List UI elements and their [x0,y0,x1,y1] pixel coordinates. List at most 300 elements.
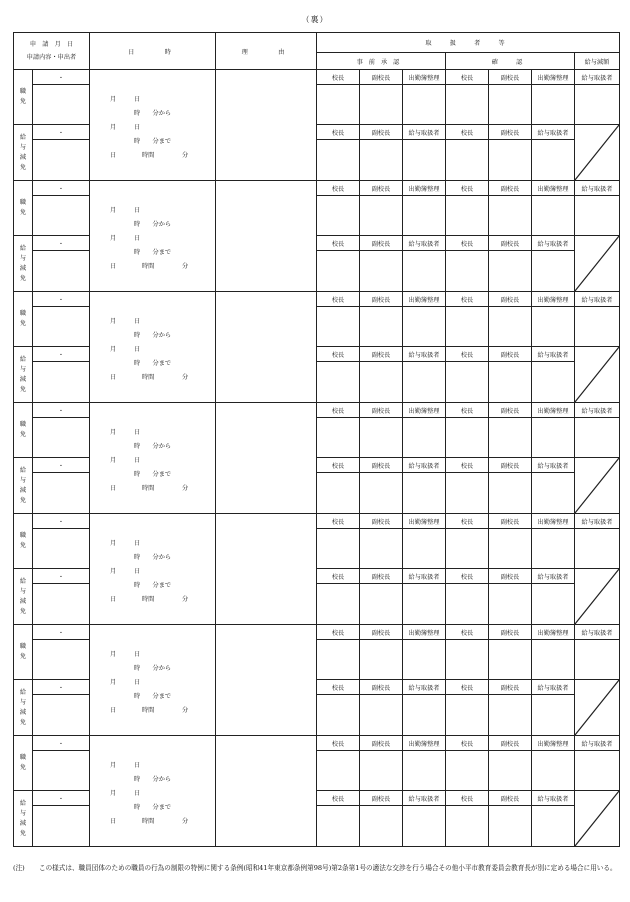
reason-cell[interactable] [216,625,317,736]
footnote-text: この様式は、職員団体のための職員の行為の制限の特例に関する条例(昭和41年東京都条例第98号)第2条第1号の適法な交渉を行う場合その他小平市教育委員会教育長が別に定める場合に用いる。 [39,864,617,872]
applicant-cell[interactable] [33,251,90,292]
dt-day-short: 日 [110,707,117,714]
stamp-label: 校長 [446,569,489,584]
stamp-label: 給与取扱者 [575,403,620,418]
stamp-label: 給与取扱者 [532,347,575,362]
stamp-box[interactable] [489,140,532,181]
apply-date-dot: ・ [33,458,90,473]
category-kyuyo-genmen: 給 与 減 免 [14,458,33,514]
stamp-label: 校長 [317,403,360,418]
stamp-box[interactable] [532,806,575,847]
applicant-cell[interactable] [33,307,90,347]
dt-day-short: 日 [110,263,117,270]
stamp-box[interactable] [317,362,360,403]
stamp-label: 給与取扱者 [403,458,446,473]
applicant-cell[interactable] [33,695,90,736]
apply-date-dot: ・ [33,292,90,307]
apply-date-dot: ・ [33,125,90,140]
stamp-label: 校長 [446,514,489,529]
stamp-box[interactable] [360,251,403,292]
stamp-box[interactable] [532,529,575,569]
dt-from: 時 分から [134,554,172,561]
dt-from: 時 分から [134,221,172,228]
dt-day: 日 [134,96,141,103]
stamp-box[interactable] [317,473,360,514]
dt-hours: 時間 [142,596,155,603]
stamp-label: 給与取扱者 [403,236,446,251]
dt-day-2: 日 [134,457,141,464]
stamp-label: 出勤簿整理 [403,181,446,196]
stamp-box[interactable] [446,473,489,514]
stamp-label: 校長 [317,458,360,473]
stamp-label: 副校長 [489,625,532,640]
stamp-box[interactable] [446,640,489,680]
dt-month-2: 月 [110,124,117,131]
stamp-box[interactable] [532,418,575,458]
stamp-label: 給与取扱者 [575,514,620,529]
applicant-cell[interactable] [33,362,90,403]
stamp-label: 副校長 [360,236,403,251]
datetime-cell[interactable] [90,736,216,847]
stamp-box[interactable] [360,473,403,514]
stamp-box[interactable] [403,418,446,458]
dt-until: 時 分まで [134,249,172,256]
stamp-box[interactable] [360,751,403,791]
stamp-label: 出勤簿整理 [532,514,575,529]
stamp-label: 出勤簿整理 [532,625,575,640]
dt-day: 日 [134,540,141,547]
stamp-label: 副校長 [489,569,532,584]
stamp-box[interactable] [403,751,446,791]
dt-day-2: 日 [134,124,141,131]
stamp-box[interactable] [532,85,575,125]
dt-from: 時 分から [134,443,172,450]
stamp-label: 校長 [317,625,360,640]
stamp-box[interactable] [532,196,575,236]
dt-month: 月 [110,318,117,325]
stamp-box[interactable] [532,751,575,791]
dt-from: 時 分から [134,776,172,783]
dt-month: 月 [110,429,117,436]
stamp-label: 出勤簿整理 [532,403,575,418]
applicant-cell[interactable] [33,584,90,625]
stamp-label: 副校長 [360,347,403,362]
stamp-box[interactable] [489,251,532,292]
header-pay-reduction: 給与減額 [575,53,620,70]
stamp-box[interactable] [403,529,446,569]
stamp-box[interactable] [317,529,360,569]
stamp-label: 副校長 [360,458,403,473]
datetime-cell[interactable] [90,292,216,403]
diagonal-void-cell [575,236,620,292]
stamp-box[interactable] [403,196,446,236]
stamp-box[interactable] [317,751,360,791]
stamp-box[interactable] [446,362,489,403]
dt-hours: 時間 [142,374,155,381]
apply-date-dot: ・ [33,791,90,806]
stamp-label: 副校長 [489,347,532,362]
stamp-box[interactable] [532,584,575,625]
stamp-label: 校長 [317,181,360,196]
stamp-label: 校長 [317,125,360,140]
stamp-box[interactable] [360,529,403,569]
dt-day: 日 [134,207,141,214]
footnote [13,863,619,873]
apply-date-dot: ・ [33,70,90,85]
category-kyuyo-genmen: 給 与 減 免 [14,569,33,625]
stamp-label: 副校長 [489,292,532,307]
apply-date-dot: ・ [33,347,90,362]
stamp-box[interactable] [489,362,532,403]
dt-day-short: 日 [110,152,117,159]
applicant-cell[interactable] [33,196,90,236]
header-prior-approval: 事前承認 [317,53,446,70]
stamp-label: 出勤簿整理 [532,70,575,85]
stamp-label: 給与取扱者 [575,292,620,307]
stamp-label: 校長 [317,736,360,751]
dt-month: 月 [110,540,117,547]
stamp-label: 副校長 [489,403,532,418]
stamp-box[interactable] [317,584,360,625]
stamp-label: 出勤簿整理 [532,736,575,751]
apply-date-dot: ・ [33,736,90,751]
stamp-box[interactable] [403,140,446,181]
reason-cell[interactable] [216,70,317,181]
stamp-box[interactable] [446,85,489,125]
category-shokumen: 職 免 [14,514,33,569]
dt-until: 時 分まで [134,471,172,478]
dt-day-2: 日 [134,346,141,353]
stamp-box[interactable] [446,584,489,625]
stamp-box[interactable] [532,640,575,680]
dt-day: 日 [134,762,141,769]
stamp-box[interactable] [360,695,403,736]
stamp-label: 給与取扱者 [575,181,620,196]
leave-application-table [13,32,620,847]
dt-month: 月 [110,651,117,658]
stamp-box[interactable] [446,695,489,736]
dt-month-2: 月 [110,679,117,686]
stamp-box[interactable] [489,473,532,514]
category-kyuyo-genmen: 給 与 減 免 [14,347,33,403]
dt-day-2: 日 [134,235,141,242]
dt-minutes: 分 [182,707,189,714]
stamp-box[interactable] [532,307,575,347]
stamp-box[interactable] [360,640,403,680]
dt-from: 時 分から [134,110,172,117]
stamp-box[interactable] [575,751,620,791]
stamp-box[interactable] [532,140,575,181]
stamp-box[interactable] [360,196,403,236]
stamp-box[interactable] [489,640,532,680]
dt-day: 日 [134,429,141,436]
stamp-label: 校長 [446,736,489,751]
stamp-box[interactable] [446,418,489,458]
stamp-label: 副校長 [360,181,403,196]
applicant-cell[interactable] [33,85,90,125]
stamp-box[interactable] [403,584,446,625]
stamp-label: 給与取扱者 [532,569,575,584]
stamp-label: 給与取扱者 [403,569,446,584]
stamp-box[interactable] [489,806,532,847]
stamp-label: 副校長 [489,680,532,695]
stamp-label: 給与取扱者 [532,680,575,695]
applicant-cell[interactable] [33,418,90,458]
stamp-box[interactable] [532,362,575,403]
reason-cell[interactable] [216,403,317,514]
stamp-label: 給与取扱者 [532,236,575,251]
apply-date-dot: ・ [33,569,90,584]
stamp-label: 副校長 [360,680,403,695]
dt-hours: 時間 [142,263,155,270]
stamp-label: 副校長 [360,125,403,140]
stamp-box[interactable] [489,307,532,347]
applicant-cell[interactable] [33,140,90,181]
stamp-label: 校長 [317,680,360,695]
applicant-cell[interactable] [33,751,90,791]
header-confirmation: 確 認 [446,53,575,70]
stamp-box[interactable] [403,806,446,847]
apply-date-dot: ・ [33,514,90,529]
diagonal-void-cell [575,347,620,403]
datetime-cell[interactable] [90,514,216,625]
stamp-label: 給与取扱者 [575,70,620,85]
stamp-box[interactable] [532,473,575,514]
datetime-cell[interactable] [90,625,216,736]
stamp-label: 副校長 [360,791,403,806]
reason-cell[interactable] [216,736,317,847]
stamp-box[interactable] [489,85,532,125]
stamp-label: 校長 [317,236,360,251]
stamp-box[interactable] [317,695,360,736]
stamp-box[interactable] [446,196,489,236]
stamp-box[interactable] [360,584,403,625]
applicant-cell[interactable] [33,529,90,569]
stamp-label: 出勤簿整理 [403,70,446,85]
stamp-label: 校長 [446,458,489,473]
stamp-label: 出勤簿整理 [403,736,446,751]
dt-hours: 時間 [142,152,155,159]
stamp-label: 出勤簿整理 [403,292,446,307]
header-handlers: 取 扱 者 等 [317,33,620,53]
dt-until: 時 分まで [134,582,172,589]
stamp-box[interactable] [317,140,360,181]
stamp-label: 副校長 [360,292,403,307]
stamp-box[interactable] [575,640,620,680]
stamp-label: 副校長 [489,514,532,529]
dt-month: 月 [110,762,117,769]
stamp-label: 副校長 [489,458,532,473]
stamp-box[interactable] [532,251,575,292]
dt-from: 時 分から [134,332,172,339]
stamp-label: 副校長 [360,70,403,85]
header-datetime: 日 時 [90,33,216,70]
reason-cell[interactable] [216,181,317,292]
page-title: （裏） [301,15,329,24]
stamp-box[interactable] [403,640,446,680]
stamp-label: 副校長 [360,514,403,529]
stamp-label: 副校長 [360,569,403,584]
stamp-label: 校長 [317,292,360,307]
stamp-label: 校長 [446,125,489,140]
stamp-box[interactable] [446,140,489,181]
dt-until: 時 分まで [134,138,172,145]
dt-day-short: 日 [110,374,117,381]
stamp-box[interactable] [317,806,360,847]
apply-date-dot: ・ [33,236,90,251]
stamp-box[interactable] [446,529,489,569]
stamp-box[interactable] [360,806,403,847]
stamp-label: 副校長 [360,625,403,640]
category-kyuyo-genmen: 給 与 減 免 [14,125,33,181]
stamp-label: 給与取扱者 [403,791,446,806]
stamp-label: 副校長 [360,736,403,751]
stamp-label: 校長 [446,347,489,362]
diagonal-void-cell [575,125,620,181]
stamp-box[interactable] [446,307,489,347]
reason-cell[interactable] [216,292,317,403]
datetime-cell[interactable] [90,70,216,181]
apply-date-dot: ・ [33,625,90,640]
stamp-box[interactable] [403,695,446,736]
stamp-box[interactable] [317,85,360,125]
dt-until: 時 分まで [134,693,172,700]
stamp-box[interactable] [489,695,532,736]
stamp-box[interactable] [360,140,403,181]
category-kyuyo-genmen: 給 与 減 免 [14,680,33,736]
dt-month: 月 [110,207,117,214]
footnote-mark: (注) [13,864,25,872]
stamp-box[interactable] [446,751,489,791]
category-shokumen: 職 免 [14,181,33,236]
stamp-label: 副校長 [489,791,532,806]
dt-hours: 時間 [142,707,155,714]
stamp-box[interactable] [317,251,360,292]
dt-until: 時 分まで [134,360,172,367]
stamp-box[interactable] [360,362,403,403]
stamp-label: 校長 [317,791,360,806]
stamp-label: 校長 [317,347,360,362]
dt-day-short: 日 [110,485,117,492]
apply-date-dot: ・ [33,181,90,196]
stamp-label: 校長 [317,569,360,584]
header-reason: 理 由 [216,33,317,70]
diagonal-void-cell [575,680,620,736]
dt-minutes: 分 [182,374,189,381]
stamp-box[interactable] [489,418,532,458]
stamp-box[interactable] [317,307,360,347]
datetime-cell[interactable] [90,403,216,514]
dt-minutes: 分 [182,818,189,825]
dt-month: 月 [110,96,117,103]
stamp-box[interactable] [403,473,446,514]
dt-hours: 時間 [142,485,155,492]
stamp-label: 副校長 [489,181,532,196]
stamp-label: 副校長 [489,236,532,251]
category-shokumen: 職 免 [14,736,33,791]
dt-day: 日 [134,318,141,325]
dt-month-2: 月 [110,790,117,797]
stamp-label: 出勤簿整理 [403,403,446,418]
stamp-box[interactable] [360,307,403,347]
category-shokumen: 職 免 [14,292,33,347]
category-shokumen: 職 免 [14,70,33,125]
stamp-label: 出勤簿整理 [403,625,446,640]
diagonal-void-cell [575,458,620,514]
stamp-box[interactable] [403,307,446,347]
stamp-box[interactable] [489,751,532,791]
diagonal-void-cell [575,569,620,625]
stamp-box[interactable] [317,640,360,680]
stamp-box[interactable] [489,196,532,236]
stamp-label: 副校長 [489,736,532,751]
stamp-box[interactable] [403,251,446,292]
stamp-label: 給与取扱者 [575,736,620,751]
stamp-label: 給与取扱者 [532,791,575,806]
dt-day-short: 日 [110,596,117,603]
stamp-box[interactable] [575,418,620,458]
stamp-box[interactable] [446,251,489,292]
stamp-label: 給与取扱者 [403,125,446,140]
stamp-box[interactable] [575,85,620,125]
dt-minutes: 分 [182,485,189,492]
applicant-cell[interactable] [33,806,90,847]
dt-day: 日 [134,651,141,658]
stamp-label: 出勤簿整理 [532,181,575,196]
stamp-box[interactable] [403,362,446,403]
stamp-box[interactable] [360,418,403,458]
stamp-label: 校長 [446,625,489,640]
stamp-label: 校長 [446,181,489,196]
stamp-box[interactable] [403,85,446,125]
stamp-box[interactable] [532,695,575,736]
reason-cell[interactable] [216,514,317,625]
apply-date-dot: ・ [33,403,90,418]
dt-minutes: 分 [182,596,189,603]
dt-day-short: 日 [110,818,117,825]
dt-minutes: 分 [182,152,189,159]
stamp-box[interactable] [575,529,620,569]
category-shokumen: 職 免 [14,625,33,680]
stamp-label: 校長 [446,236,489,251]
category-kyuyo-genmen: 給 与 減 免 [14,791,33,847]
dt-day-2: 日 [134,679,141,686]
diagonal-void-cell [575,791,620,847]
dt-month-2: 月 [110,568,117,575]
stamp-label: 副校長 [489,70,532,85]
stamp-box[interactable] [317,418,360,458]
applicant-cell[interactable] [33,473,90,514]
applicant-cell[interactable] [33,640,90,680]
stamp-label: 給与取扱者 [575,625,620,640]
stamp-box[interactable] [489,529,532,569]
category-kyuyo-genmen: 給 与 減 免 [14,236,33,292]
stamp-box[interactable] [489,584,532,625]
stamp-box[interactable] [575,196,620,236]
stamp-box[interactable] [360,85,403,125]
apply-date-dot: ・ [33,680,90,695]
stamp-box[interactable] [446,806,489,847]
stamp-label: 校長 [317,514,360,529]
dt-hours: 時間 [142,818,155,825]
stamp-box[interactable] [575,307,620,347]
stamp-box[interactable] [317,196,360,236]
stamp-label: 出勤簿整理 [403,514,446,529]
datetime-cell[interactable] [90,181,216,292]
dt-day-2: 日 [134,568,141,575]
stamp-label: 校長 [446,292,489,307]
stamp-label: 校長 [446,680,489,695]
